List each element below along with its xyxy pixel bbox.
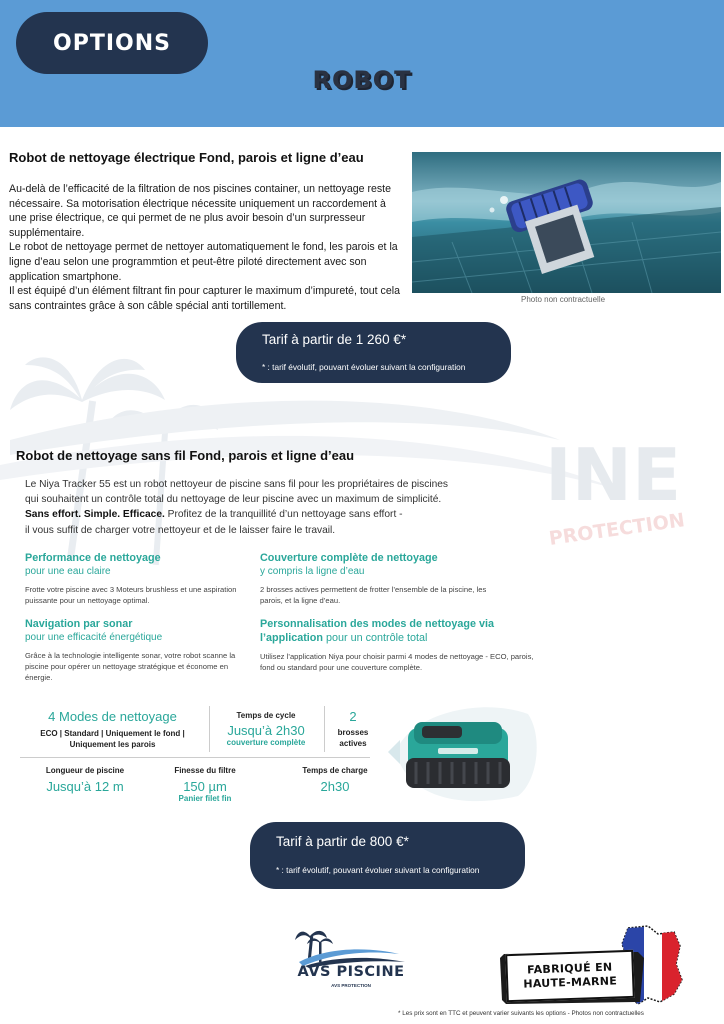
spec-subtitle: Panier filet fin (178, 794, 232, 803)
spec-label: Uniquement les parois (69, 740, 156, 749)
feature-title-line2 (260, 631, 540, 645)
spec-value: Jusqu’à 2h30 (227, 723, 305, 738)
intro-bold: Sans effort. Simple. Efficace. (25, 509, 165, 521)
spec-cycle-time (212, 710, 320, 748)
price-box (236, 322, 511, 383)
photo-caption: Photo non contractuelle (521, 295, 606, 304)
watermark-sub: PROTECTION (547, 509, 687, 550)
feature-title: Navigation par sonar (25, 618, 133, 630)
spec-value: Jusqu’à 12 m (46, 779, 124, 794)
feature-customisation (260, 617, 540, 673)
spec-value: 150 µm (183, 779, 227, 794)
section1-body (9, 182, 401, 313)
feature-description: Grâce à la technologie intelligente sonar, votre robot scanne la piscine pour opérer un nettoyage stratégique et économe en énergie. (25, 651, 236, 682)
section1-heading: Robot de nettoyage électrique Fond, parois et ligne d’eau (9, 150, 364, 165)
feature-title: Performance de nettoyage (25, 552, 161, 564)
feature-subtitle: pour une efficacité énergétique (25, 632, 163, 643)
company-logo (295, 928, 407, 1000)
spec-label: brosses (337, 728, 369, 737)
feature-sonar (25, 617, 270, 683)
badge-line: FABRIQUÉ EN (526, 960, 613, 977)
section1-paragraph: Au-delà de l’efficacité de la filtration de nos piscines container, un nettoyage reste nécessaire. Sa motorisation électrique nécessite uniquement un raccordement à une prise électrique, ce qui permet de ne plus avoir besoin d’un surpresseur supplémentaire. (9, 183, 392, 239)
palm-logo-icon (295, 928, 407, 968)
spec-value: 2 (349, 709, 357, 724)
section2-heading: Robot de nettoyage sans fil Fond, parois et ligne d’eau (16, 448, 355, 463)
cordless-robot-image (378, 696, 546, 808)
section1-paragraph: Le robot de nettoyage permet de nettoyer automatiquement le fond, les parois et la ligne d’eau selon une programmtion et peut-être piloté directement avec son application smartphone. (9, 241, 398, 283)
feature-subtitle: pour une eau claire (25, 566, 111, 577)
feature-coverage (260, 551, 505, 606)
feature-title-bold: l’application (260, 632, 323, 644)
badge-label (505, 950, 635, 1002)
spec-label: Longueur de piscine (45, 766, 125, 775)
intro-line: il vous suffit de charger votre nettoyeur et de le laisser faire le travail. (25, 524, 336, 536)
spec-label: ECO | Standard | Uniquement le fond | (40, 729, 185, 738)
logo-subtitle: AVS PROTECTION (331, 983, 371, 988)
pool-robot-photo (412, 152, 721, 293)
price-box (250, 822, 525, 889)
price-label: Tarif à partir de 800 €* (276, 834, 409, 849)
footnote: * Les prix sont en TTC et peuvent varier suivants les options - Photos non contractuelles (398, 1010, 644, 1017)
divider (324, 706, 325, 752)
feature-description: Utilisez l’application Niya pour choisir parmi 4 modes de nettoyage - ECO, parois, fond ou standard pour une couverture complète. (260, 652, 534, 672)
section2-intro (25, 477, 505, 538)
spec-charge-time (280, 765, 390, 794)
feature-description: 2 brosses actives permettent de frotter l’ensemble de la piscine, les parois, et la ligne d’eau. (260, 585, 487, 605)
price-label: Tarif à partir de 1 260 €* (262, 332, 407, 347)
options-badge (16, 12, 208, 74)
price-note: * : tarif évolutif, pouvant évoluer suivant la configuration (262, 362, 466, 372)
feature-performance (25, 551, 270, 606)
category-title: ROBOT (312, 66, 412, 94)
feature-title: Personnalisation des modes de nettoyage via (260, 618, 495, 630)
divider (20, 757, 370, 758)
section1-paragraph: Il est équipé d’un élément filtrant fin pour capturer le maximum d’impureté, tout cela sans contraintes grâce à son câble spécial anti tortillement. (9, 285, 400, 312)
divider (209, 706, 210, 752)
intro-line (25, 507, 505, 522)
spec-cleaning-modes (20, 709, 205, 750)
spec-label: actives (339, 739, 367, 748)
feature-subtitle: y compris la ligne d’eau (260, 566, 365, 577)
intro-line: Le Niya Tracker 55 est un robot nettoyeur de piscine sans fil pour les propriétaires de piscines (25, 479, 449, 490)
spec-value: 2h30 (320, 779, 350, 794)
spec-filter (155, 765, 255, 804)
feature-title-rest: pour un contrôle total (323, 632, 428, 644)
spec-value: 4 Modes de nettoyage (48, 709, 177, 724)
spec-label: Finesse du filtre (174, 766, 236, 775)
page-header (0, 0, 724, 127)
spec-brushes (328, 709, 378, 749)
spec-subtitle: couverture complète (226, 738, 306, 747)
price-note: * : tarif évolutif, pouvant évoluer suivant la configuration (276, 865, 480, 875)
feature-description: Frotte votre piscine avec 3 Moteurs brushless et une aspiration puissante pour un nettoyage optimal. (25, 585, 237, 605)
badge-line: HAUTE-MARNE (523, 974, 618, 991)
watermark-brand: INE (545, 433, 682, 517)
intro-line: qui souhaitent un contrôle total du nettoyage de leur piscine avec un maximum de simplicité. (25, 494, 442, 506)
spec-pool-length (20, 765, 150, 794)
logo-name: AVS PISCINE (297, 964, 405, 980)
feature-title: Couverture complète de nettoyage (260, 552, 438, 564)
spec-label: Temps de cycle (236, 711, 296, 720)
options-label: OPTIONS (53, 30, 171, 56)
spec-label: Temps de charge (302, 766, 368, 775)
intro-rest: Profitez de la tranquillité d’un nettoyage sans effort - (164, 509, 403, 521)
made-in-haute-marne-badge (498, 924, 686, 1008)
